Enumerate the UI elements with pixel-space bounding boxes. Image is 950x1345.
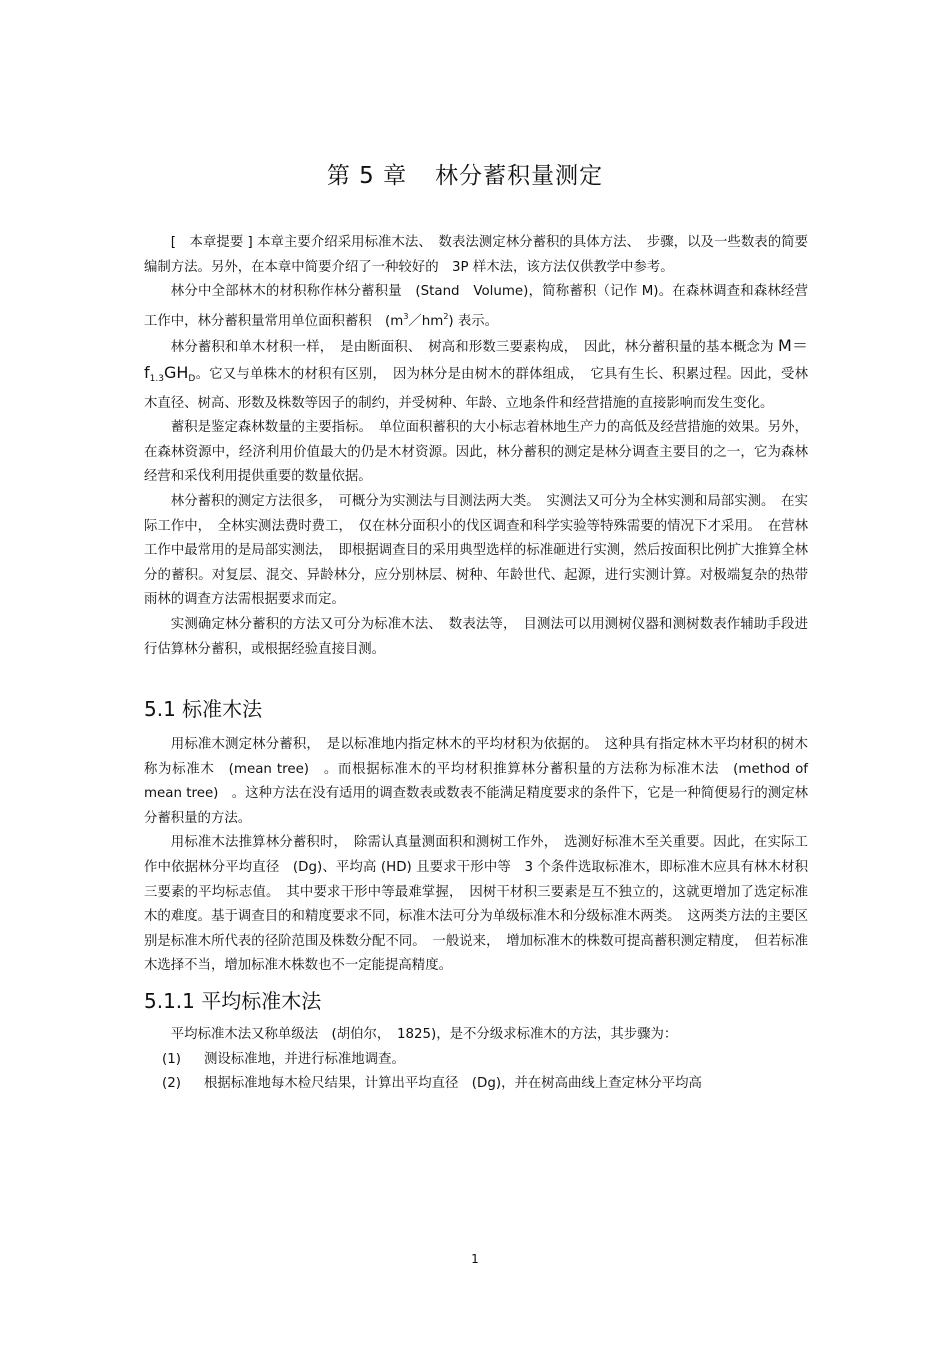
paragraph-single-level-method: 平均标准木法又称单级法 (胡伯尔， 1825)，是不分级求标准木的方法，其步骤为：	[170, 1027, 678, 1043]
section-heading-5-1-1: 5.1.1 平均标准木法	[144, 989, 322, 1014]
paragraph-mean-tree-selection: 用标准木法推算林分蓄积时， 除需认真量测面积和测树工作外， 选测好标准木至关重要。因此，在实际工作中依据林分平均直径 (Dg)、平均高 (HD) 且要求干形中等 3 个条件选取标准木，即标准木应具有林木材积三要素的平均标志值。 其中要求干形中等最难掌握， 因树干材积三要素是互不独立的，这就更增加了选定标准木的难度。基于调查目的和精度要求不同，标准木法可分为单级标准木和分级标准木两类。 这两类方法的主要区别是标准木所代表的径阶范围及株数分配不同。 一般说来， 增加标准木的株数可提高蓄积测定精度， 但若标准木选择不当，增加标准木株数也不一定能提高精度。	[144, 835, 808, 974]
paragraph-mean-tree: 用标准木测定林分蓄积， 是以标准地内指定林木的平均材积为依据的。 这种具有指定林木平均材积的树木称为标准木 (mean tree) 。而根据标准木的平均材积推算林分蓄积量的方法称为标准木法 (method of mean tree) 。这种方法在没有适用的调查数表或数表不能满足精度要求的条件下，它是一种简便易行的测定林分蓄积量的方法。	[144, 737, 808, 826]
chapter-name: 林分蓄积量测定	[435, 163, 604, 189]
page-number: 1	[471, 1252, 479, 1266]
list-item: (1) 测设标准地，并进行标准地调查。	[162, 1051, 405, 1067]
section-heading-5-1: 5.1 标准木法	[144, 697, 263, 722]
list-item: (2) 根据标准地每木检尺结果，计算出平均直径 (Dg)，并在树高曲线上查定林分平均高	[162, 1076, 702, 1092]
chapter-title	[0, 157, 930, 190]
paragraph-measurement-methods: 林分蓄积的测定方法很多， 可概分为实测法与目测法两大类。 实测法又可分为全林实测和局部实测。 在实际工作中， 全林实测法费时费工， 仅在林分面积小的伐区调查和科学实验等特殊需要的情况下才采用。 在营林工作中最常用的是局部实测法， 即根据调查目的采用典型选样的标准砸进行实测，然后按面积比例扩大推算全林分的蓄积。对复层、混交、异龄林分，应分别林层、树种、年龄世代、起源，进行实测计算。对极端复杂的热带雨林的调查方法需根据要求而定。	[144, 493, 808, 608]
paragraph-method-categories: 实测确定林分蓄积的方法又可分为标准木法、 数表法等， 目测法可以用测树仪器和测树数表作辅助手段进行估算林分蓄积，或根据经验直接目测。	[144, 616, 808, 657]
chapter-number: 第 5 章	[326, 163, 408, 189]
document-body	[144, 231, 808, 1097]
paragraph-volume-indicator: 蓄积是鉴定森林数量的主要指标。 单位面积蓄积的大小标志着林地生产力的高低及经营措施的效果。另外，在森林资源中，经济利用价值最大的仍是木材资源。因此，林分蓄积的测定是林分调查主要目的之一，它为森林经营和采伐利用提供重要的数量依据。	[144, 420, 808, 485]
chapter-summary: [ 本章提要 ] 本章主要介绍采用标准木法、 数表法测定林分蓄积的具体方法、 步骤，以及一些数表的简要编制方法。另外，在本章中简要介绍了一种较好的 3P 样木法，该方法仅供教学中参考。	[144, 235, 808, 275]
paragraph-volume-concept: 林分蓄积和单木材积一样， 是由断面积、 树高和形数三要素构成， 因此，林分蓄积量的基本概念为 $M=f_{1.3}GH_D$。它又与单株木的材积有区别， 因为林分是由树木的群体组成， 它具有生长、积累过程。因此，受林木直径、树高、形数及株数等因子的制约，并受树种、年龄、立地条件和经营措施的直接影响而发生变化。	[144, 336, 809, 411]
paragraph-stand-volume: 林分中全部林木的材积称作林分蓄积量 (Stand Volume)，简称蓄积（记作 M)。在森林调查和森林经营工作中，林分蓄积量常用单位面积蓄积 $(m^3/hm^2)$ 表示。	[144, 284, 808, 329]
volume-formula: $M=f_{1.3}GH_D$	[144, 336, 809, 384]
